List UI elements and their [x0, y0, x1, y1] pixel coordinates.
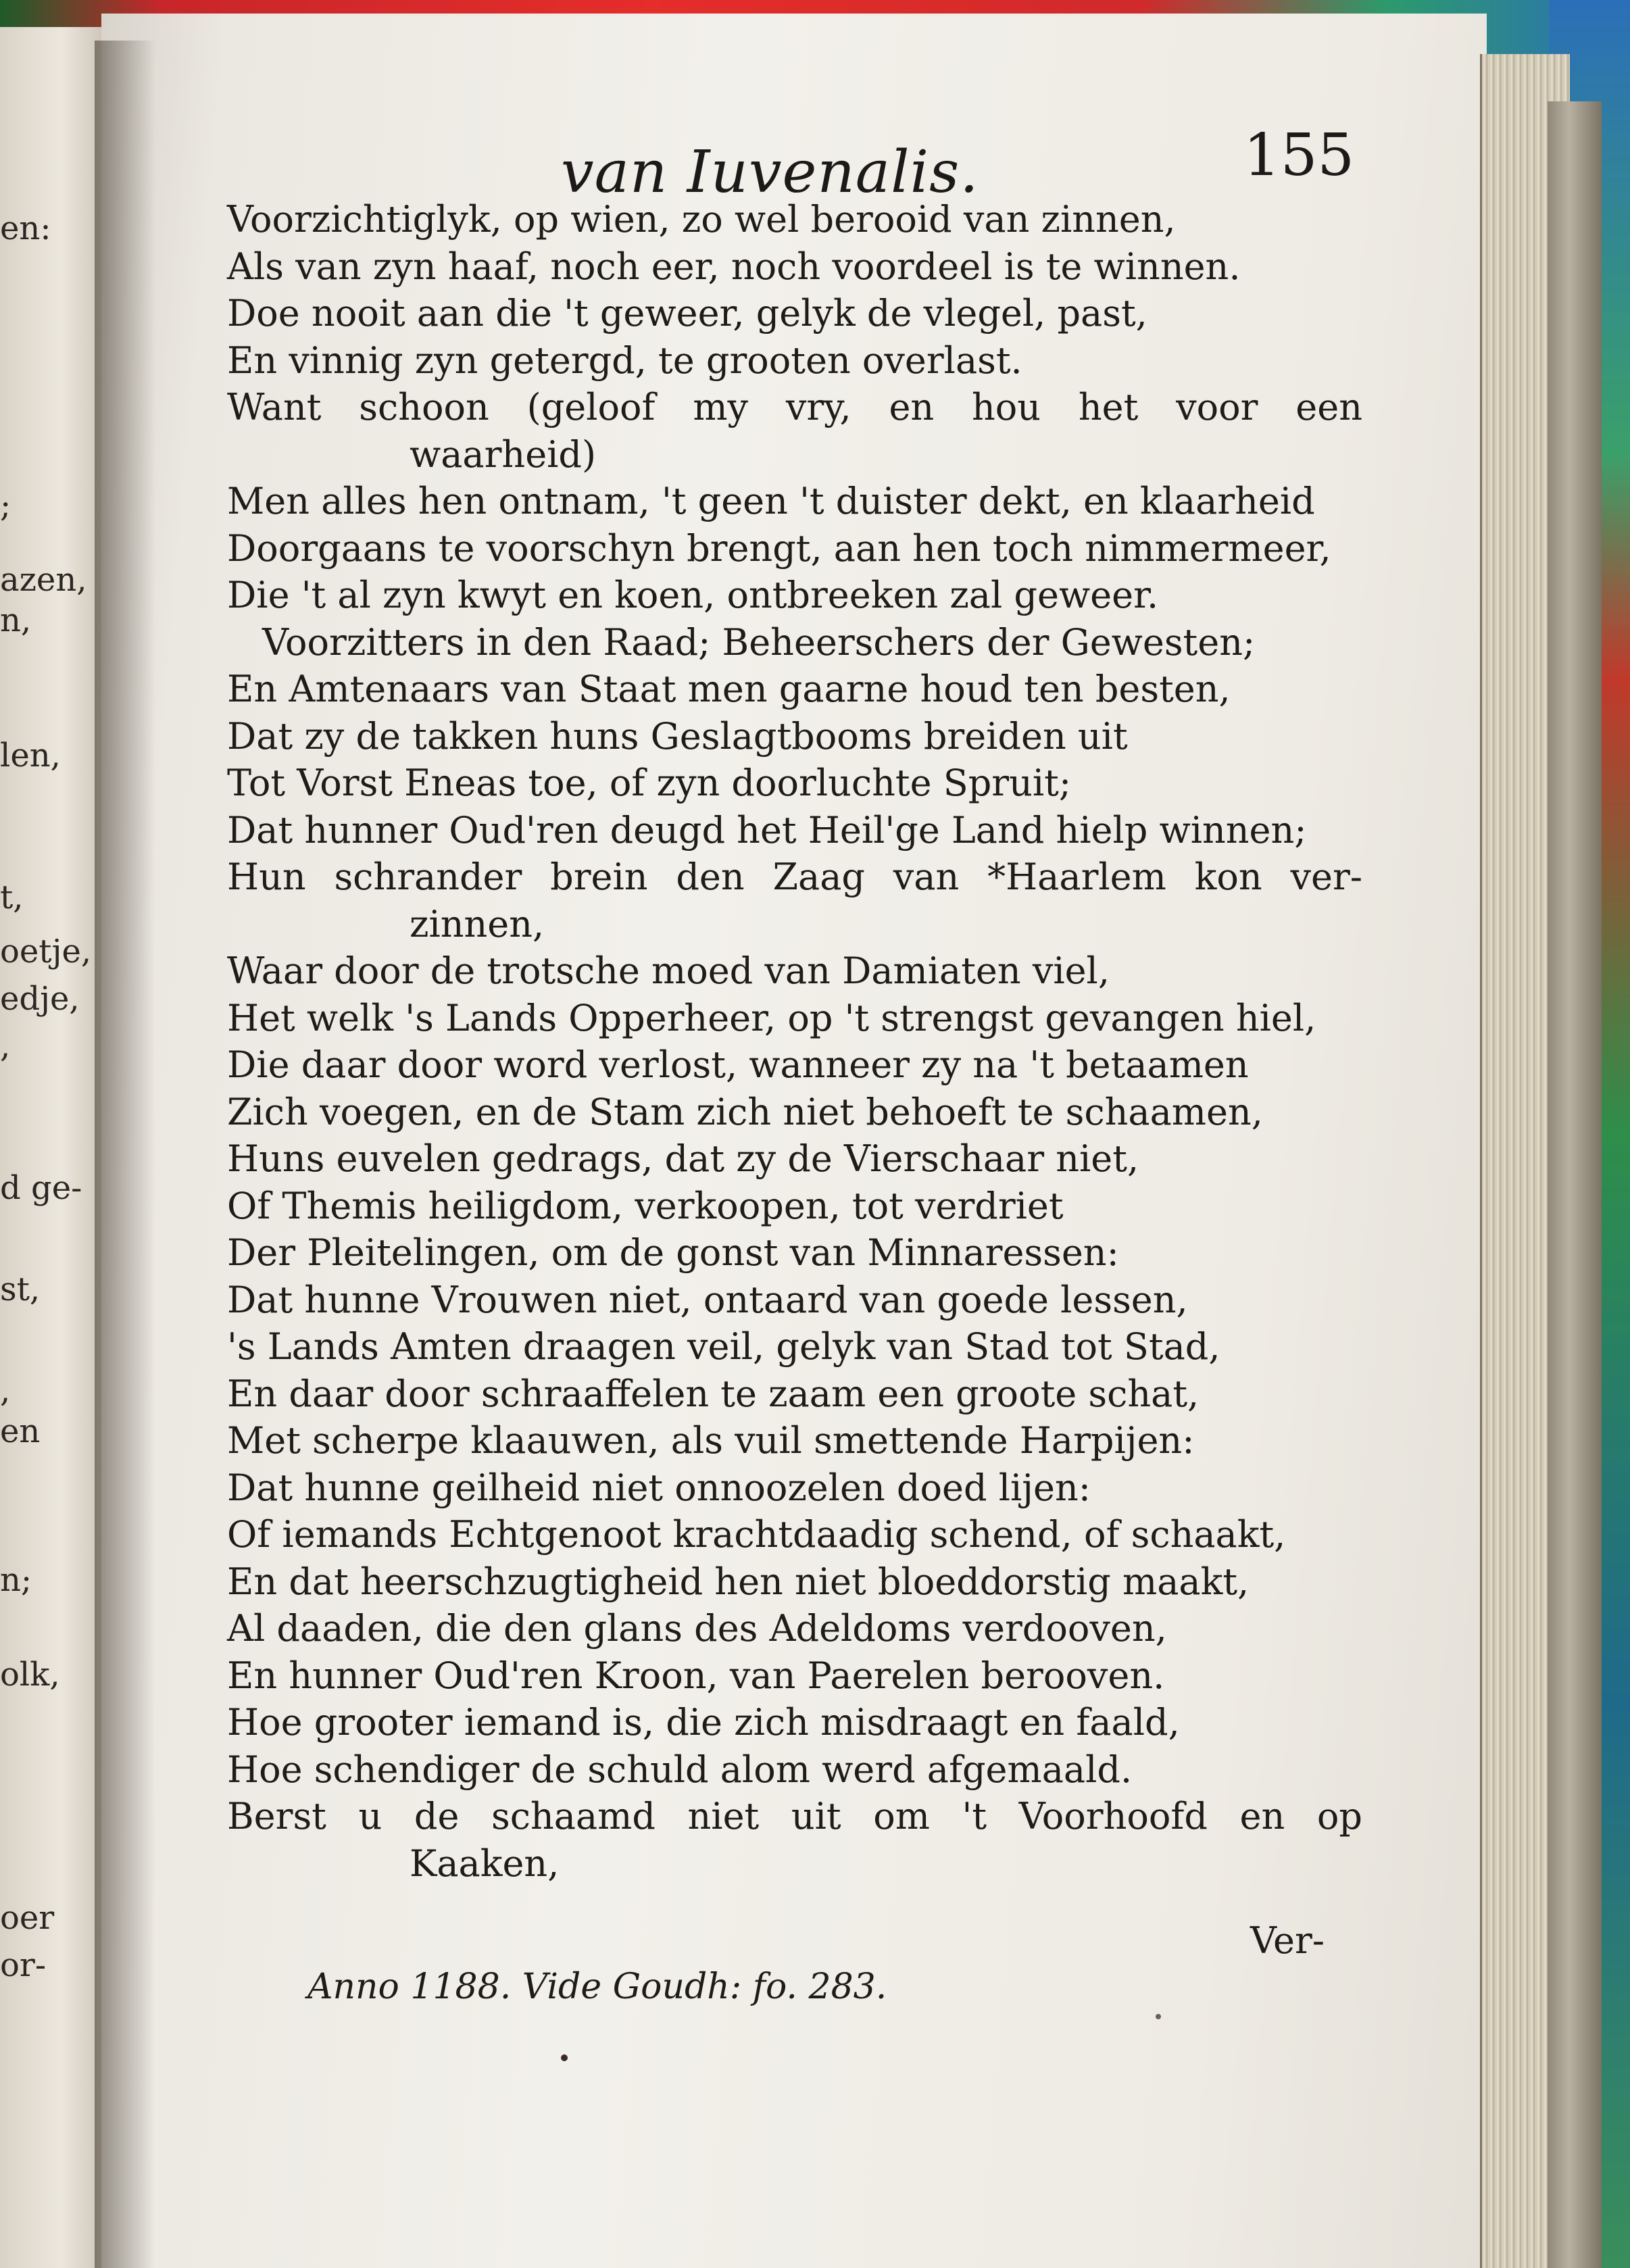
- footnote: Anno 1188. Vide Goudh: fo. 283.: [307, 1967, 887, 2007]
- book-cover-edge: [1548, 101, 1602, 2268]
- left-page-fragment: t,: [0, 879, 24, 916]
- left-page-fragment: olk,: [0, 1656, 60, 1694]
- book-page: [101, 14, 1487, 2268]
- verse-line: Dat hunne Vrouwen niet, ontaard van goede lessen,: [227, 1278, 1188, 1321]
- verse-line: Dat hunner Oud'ren deugd het Heil'ge Land hielp winnen;: [227, 808, 1307, 852]
- left-page-fragment: ;: [0, 487, 11, 524]
- left-page-fragment: ,: [0, 1372, 11, 1410]
- left-facing-page: [0, 27, 103, 2268]
- left-page-fragment: n,: [0, 601, 32, 639]
- verse-line: Of iemands Echtgenoot krachtdaadig schend, of schaakt,: [227, 1513, 1286, 1556]
- verse-line: Die 't al zyn kwyt en koen, ontbreeken zal geweer.: [227, 574, 1159, 616]
- left-page-fragment: oetje,: [0, 933, 92, 970]
- verse-line: Voorzichtiglyk, op wien, zo wel berooid van zinnen,: [227, 198, 1176, 241]
- verse-line: Als van zyn haaf, noch eer, noch voordeel is te winnen.: [227, 245, 1241, 288]
- left-page-fragment: or-: [0, 1946, 47, 1984]
- left-page-fragment: en:: [0, 209, 51, 247]
- left-page-fragment: d ge-: [0, 1169, 82, 1207]
- left-page-fragment: en: [0, 1412, 41, 1450]
- left-page-fragment: len,: [0, 737, 61, 774]
- verse-line-continuation: waarheid): [410, 433, 597, 476]
- verse-line: Dat hunne geilheid niet onnoozelen doed lijen:: [227, 1466, 1091, 1509]
- verse-line: Doe nooit aan die 't geweer, gelyk de vlegel, past,: [227, 292, 1147, 335]
- verse-line: Zich voegen, en de Stam zich niet behoeft te schaamen,: [227, 1090, 1263, 1133]
- verse-line: Hoe schendiger de schuld alom werd afgemaald.: [227, 1748, 1133, 1791]
- verse-line: En hunner Oud'ren Kroon, van Paerelen berooven.: [227, 1654, 1165, 1697]
- ink-speck: [1156, 2014, 1161, 2019]
- verse-line: En vinnig zyn getergd, te grooten overlast.: [227, 339, 1022, 382]
- verse-line-continuation: zinnen,: [410, 902, 545, 945]
- verse-line: Dat zy de takken huns Geslagtbooms breiden uit: [227, 714, 1128, 758]
- verse-line: Die daar door word verlost, wanneer zy na 't betaamen: [227, 1043, 1249, 1086]
- ink-speck: [561, 2054, 568, 2061]
- verse-line: En daar door schraaffelen te zaam een groote schat,: [227, 1372, 1200, 1415]
- verse-line: En dat heerschzugtigheid hen niet bloeddorstig maakt,: [227, 1560, 1250, 1603]
- verse-line: Het welk 's Lands Opperheer, op 't strengst gevangen hiel,: [227, 996, 1316, 1039]
- verse-line: Berst u de schaamd niet uit om 't Voorhoofd en op: [227, 1795, 1362, 1838]
- left-page-fragment: azen,: [0, 561, 87, 599]
- left-page-fragment: oer: [0, 1899, 55, 1937]
- verse-line: Al daaden, die den glans des Adeldoms verdooven,: [227, 1607, 1167, 1650]
- verse-line: 's Lands Amten draagen veil, gelyk van Stad tot Stad,: [227, 1325, 1220, 1368]
- verse-text: [227, 196, 1362, 1887]
- left-page-fragment: edje,: [0, 980, 80, 1018]
- book-gutter-shadow: [95, 41, 155, 2268]
- running-head: van Iuvenalis.: [561, 139, 979, 206]
- left-page-fragment: ,: [0, 1027, 11, 1065]
- verse-line: Der Pleitelingen, om de gonst van Minnaressen:: [227, 1231, 1119, 1274]
- verse-line: Voorzitters in den Raad; Beheerschers der Gewesten;: [262, 620, 1256, 664]
- verse-line: En Amtenaars van Staat men gaarne houd ten besten,: [227, 668, 1231, 710]
- verse-line: Doorgaans te voorschyn brengt, aan hen toch nimmermeer,: [227, 526, 1331, 570]
- verse-line: Men alles hen ontnam, 't geen 't duister dekt, en klaarheid: [227, 480, 1315, 522]
- verse-line: Of Themis heiligdom, verkoopen, tot verdriet: [227, 1184, 1064, 1227]
- verse-line: Hoe grooter iemand is, die zich misdraagt en faald,: [227, 1701, 1180, 1744]
- verse-line: Hun schrander brein den Zaag van *Haarlem kon ver-: [227, 856, 1362, 898]
- verse-line: Waar door de trotsche moed van Damiaten viel,: [227, 950, 1110, 992]
- left-page-fragment: st,: [0, 1271, 41, 1308]
- verse-line: Met scherpe klaauwen, als vuil smettende Harpijen:: [227, 1419, 1195, 1462]
- verse-line: Huns euvelen gedrags, dat zy de Vierschaar niet,: [227, 1137, 1139, 1180]
- left-page-fragment: n;: [0, 1561, 32, 1599]
- verse-line-continuation: Kaaken,: [410, 1842, 560, 1885]
- page-number: 155: [1243, 122, 1355, 189]
- verse-line: Want schoon (geloof my vry, en hou het voor een: [227, 386, 1362, 428]
- catchword: Ver-: [1250, 1919, 1325, 1962]
- verse-line: Tot Vorst Eneas toe, of zyn doorluchte Spruit;: [227, 762, 1072, 804]
